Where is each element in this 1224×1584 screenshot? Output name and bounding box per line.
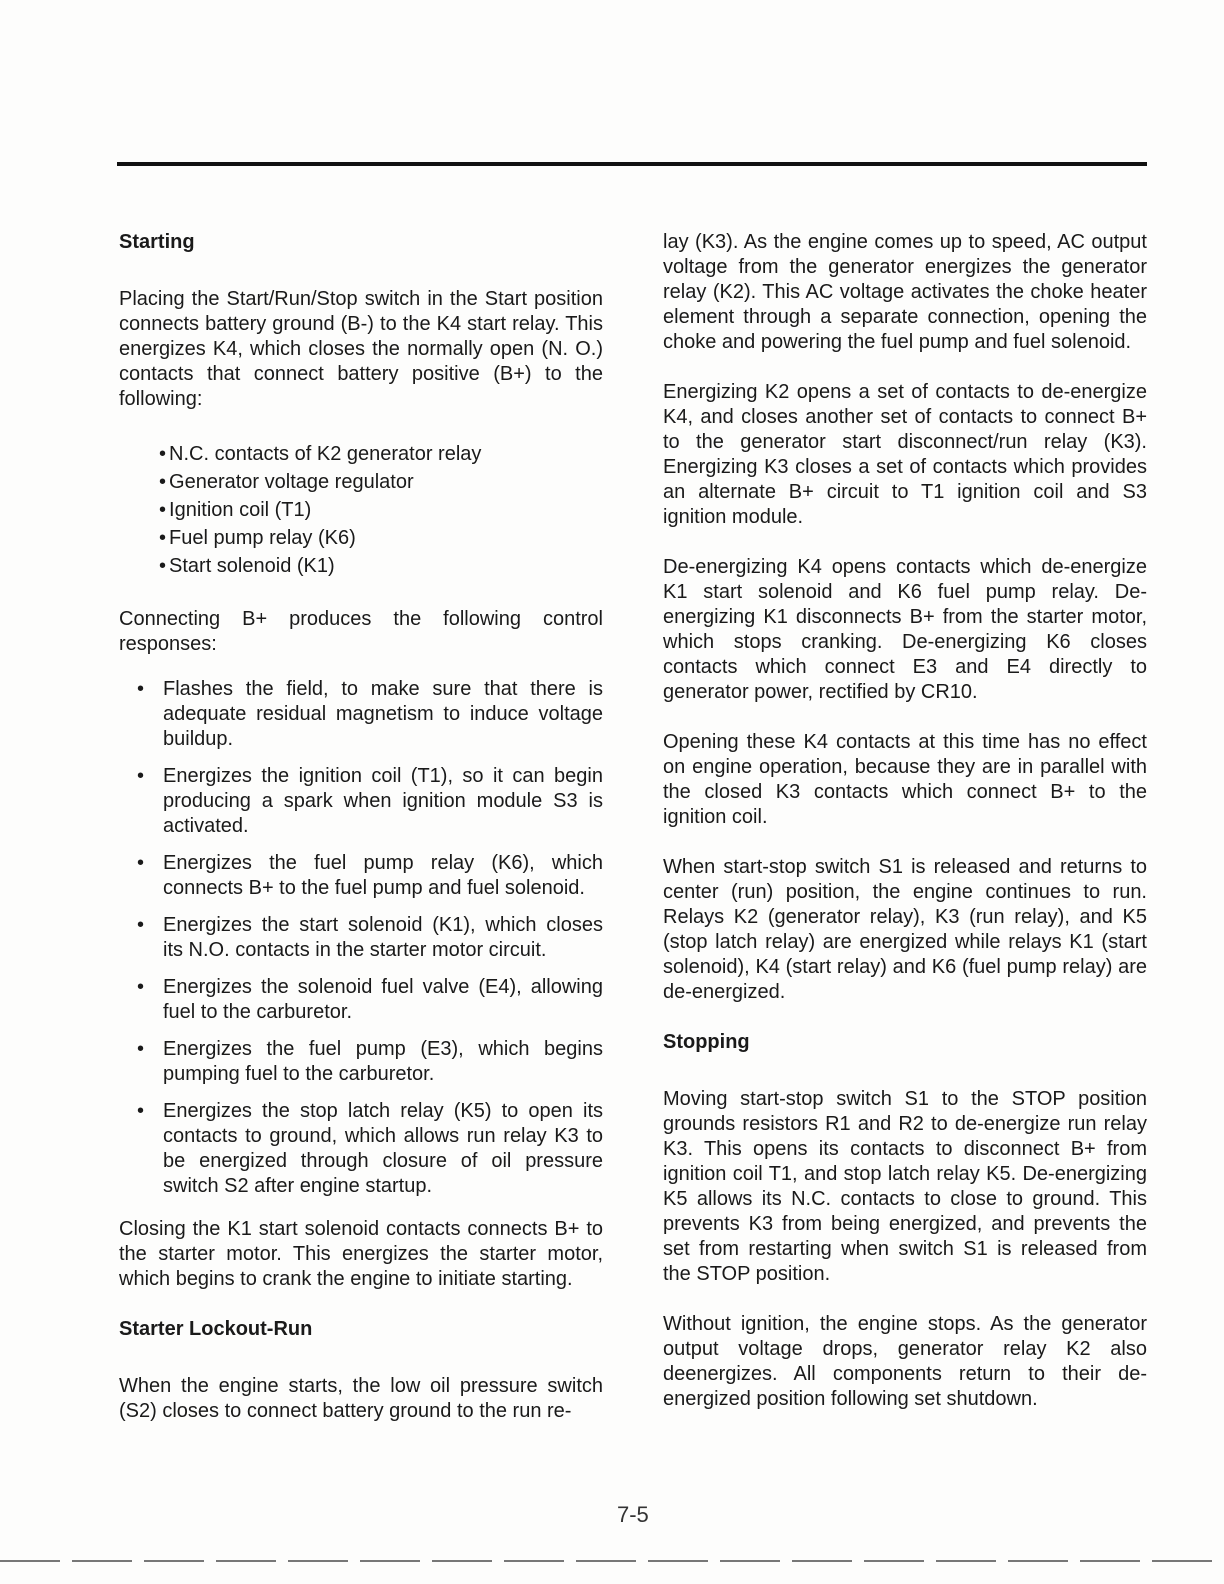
right-paragraph-4: Opening these K4 contacts at this time has no effect on engine operation, because they are in parallel with the closed K3 contacts which connect B+ to the ignition coil. — [663, 731, 1147, 828]
closing-k1-paragraph: Closing the K1 start solenoid contacts connects B+ to the starter motor. This energizes the starter motor, which begins to crank the engine to initiate starting. — [119, 1218, 603, 1290]
starter-lockout-heading: Starter Lockout-Run — [119, 1318, 313, 1340]
bullet-item: • Energizes the solenoid fuel valve (E4), allowing fuel to the carburetor. — [119, 975, 603, 1025]
right-paragraph-2: Energizing K2 opens a set of contacts to de-energize K4, and closes another set of contacts to connect B+ to the generator start disconnect/run relay (K3). Energizing K3 closes a set of contacts which provides an alternate B+ circuit to T1 ignition coil and S3 ignition module. — [663, 381, 1147, 528]
stopping-heading: Stopping — [663, 1031, 750, 1053]
bullet-item: • Flashes the field, to make sure that there is adequate residual magnetism to induce voltage buildup. — [119, 677, 603, 752]
page-number: 7-5 — [617, 1502, 649, 1527]
bullet-item: • Energizes the fuel pump (E3), which begins pumping fuel to the carburetor. — [119, 1037, 603, 1087]
list-item: • Fuel pump relay (K6) — [159, 524, 603, 552]
bullet-item: • Energizes the stop latch relay (K5) to open its contacts to ground, which allows run relay K3 to be energized through closure of oil pressure switch S2 after engine startup. — [119, 1099, 603, 1199]
starting-heading: Starting — [119, 231, 195, 253]
list-item: • Start solenoid (K1) — [159, 552, 603, 580]
bottom-rule — [0, 1560, 1224, 1562]
control-responses-list — [119, 677, 603, 1199]
stopping-paragraph: Moving start-stop switch S1 to the STOP position grounds resistors R1 and R2 to de-energize run relay K3. This opens its contacts to disconnect B+ from ignition coil T1, and stop latch relay K5. De-energizing K5 allows its N.C. contacts to close to ground. This prevents K3 from being energized, and prevents the set from restarting when switch S1 is released from the STOP position. — [663, 1088, 1147, 1285]
right-paragraph-3: De-energizing K4 opens contacts which de-energize K1 start solenoid and K6 fuel pump relay. De-energizing K1 disconnects B+ from the starter motor, which stops cranking. De-energizing K6 closes contacts which connect E3 and E4 directly to generator power, rectified by CR10. — [663, 556, 1147, 703]
left-column — [119, 230, 603, 1449]
right-paragraph-1: lay (K3). As the engine comes up to speed, AC output voltage from the generator energizes the generator relay (K2). This AC voltage activates the choke heater element through a separate connection, opening the choke and powering the fuel pump and fuel solenoid. — [663, 231, 1147, 353]
top-rule — [117, 162, 1147, 166]
b-plus-list — [159, 440, 603, 580]
starting-paragraph: Placing the Start/Run/Stop switch in the Start position connects battery ground (B-) to the K4 start relay. This energizes K4, which closes the normally open (N. O.) contacts that connect battery positive (B+) to the following: — [119, 288, 603, 410]
list-item: • Generator voltage regulator — [159, 468, 603, 496]
lockout-paragraph: When the engine starts, the low oil pressure switch (S2) closes to connect battery ground to the run re- — [119, 1375, 603, 1422]
bullet-item: • Energizes the fuel pump relay (K6), which connects B+ to the fuel pump and fuel solenoid. — [119, 851, 603, 901]
shutdown-paragraph: Without ignition, the engine stops. As the generator output voltage drops, generator relay K2 also deenergizes. All components return to their de-energized position following set shutdown. — [663, 1313, 1147, 1410]
bullet-item: • Energizes the ignition coil (T1), so it can begin producing a spark when ignition module S3 is activated. — [119, 764, 603, 839]
control-responses-intro: Connecting B+ produces the following control responses: — [119, 608, 603, 655]
list-item: • N.C. contacts of K2 generator relay — [159, 440, 603, 468]
right-column — [663, 230, 1147, 1437]
list-item: • Ignition coil (T1) — [159, 496, 603, 524]
right-paragraph-5: When start-stop switch S1 is released and returns to center (run) position, the engine continues to run. Relays K2 (generator relay), K3 (run relay), and K5 (stop latch relay) are energized while relays K1 (start solenoid), K4 (start relay) and K6 (fuel pump relay) are de-energized. — [663, 856, 1147, 1003]
bullet-item: • Energizes the start solenoid (K1), which closes its N.O. contacts in the starter motor circuit. — [119, 913, 603, 963]
